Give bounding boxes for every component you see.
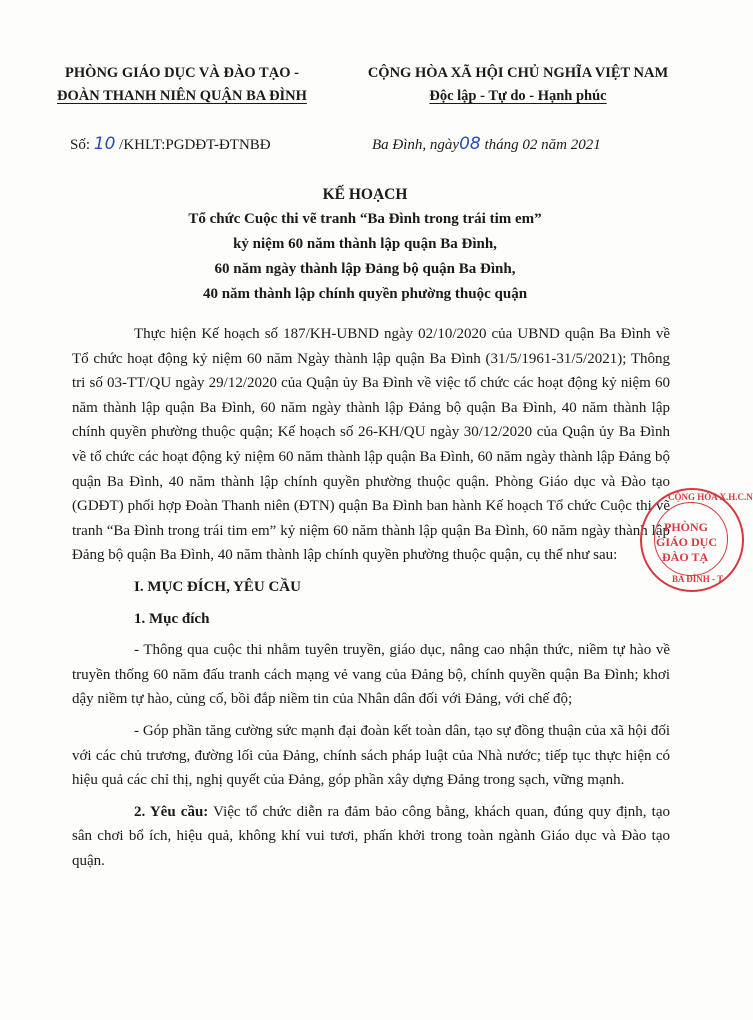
section-heading: I. MỤC ĐÍCH, YÊU CẦU — [134, 578, 301, 595]
document-number: Số: 10 /KHLT:PGDĐT-ĐTNBĐ — [70, 134, 271, 154]
title-line-2: Tổ chức Cuộc thi vẽ tranh “Ba Đình trong trái tim em” — [188, 211, 542, 227]
official-stamp: CỘNG HÒA X.H.C.N PHÒNG GIÁO DỤC ĐÀO TẠ BA ĐÌNH - T — [640, 488, 744, 592]
issuer-line-2: ĐOÀN THANH NIÊN QUẬN BA ĐÌNH — [57, 88, 307, 104]
purpose-bullet-1: - Thông qua cuộc thi nhằm tuyên truyền, giáo dục, nâng cao nhận thức, niềm tự hào về truyền thống 60 năm đấu tranh cách mạng vẻ vang của Đảng bộ, chính quyền quận Ba Đình; khơi dậy niềm tự hào, củng cố, bồi đắp niềm tin của Nhân dân đối với Đảng, với chế độ; — [72, 642, 670, 708]
handwritten-day: 08 — [459, 134, 481, 154]
intro-paragraph: Thực hiện Kế hoạch số 187/KH-UBND ngày 02/10/2020 của UBND quận Ba Đình về Tổ chức hoạt động kỷ niệm 60 năm Ngày thành lập quận Ba Đình (31/5/1961-31/5/2021); Thông tri số 03-TT/QU ngày 29/12/2020 của Quận ủy Ba Đình về việc tổ chức các hoạt động kỷ niệm 60 năm thành lập quận Ba Đình, 60 năm ngày thành lập Đảng bộ quận Ba Đình, 40 năm thành lập chính quyền phường thuộc quận; Kế hoạch số 26-KH/QU ngày 30/12/2020 của Quận ủy Ba Đình về tổ chức các hoạt động kỷ niệm 60 năm thành lập quận Ba Đình, 60 năm ngày thành lập Đảng bộ quận Ba Đình, 40 năm thành lập chính quyền phường thuộc quận. Phòng Giáo dục và Đào tạo (GDĐT) phối hợp Đoàn Thanh niên (ĐTN) quận Ba Đình ban hành Kế hoạch Tổ chức Cuộc thi vẽ tranh “Ba Đình trong trái tim em” kỷ niệm 60 năm thành lập quận Ba Đình, 60 năm ngày thành lập Đảng bộ quận Ba Đình, 40 năm thành lập chính quyền phường thuộc quận, cụ thể như sau: — [72, 326, 670, 564]
national-motto-block — [318, 62, 718, 108]
issuer-block — [32, 62, 332, 108]
subsection-purpose: 1. Mục đích — [134, 610, 210, 627]
requirements-paragraph: 2. Yêu cầu: Việc tổ chức diễn ra đảm bảo công bằng, khách quan, đúng quy định, tạo sân chơi bổ ích, hiệu quả, không khí vui tươi, phấn khởi trong toàn ngành Giáo dục và Đào tạo quận. — [72, 803, 671, 869]
handwritten-number: 10 — [93, 134, 116, 154]
document-body — [72, 322, 670, 873]
document-date: Ba Đình, ngày08 tháng 02 năm 2021 — [372, 134, 601, 154]
country-name: CỘNG HÒA XÃ HỘI CHỦ NGHĨA VIỆT NAM — [367, 65, 669, 81]
document-title — [60, 182, 670, 307]
issuer-line-1: PHÒNG GIÁO DỤC VÀ ĐÀO TẠO - — [65, 65, 299, 81]
title-line-4: 60 năm ngày thành lập Đảng bộ quận Ba Đình, — [214, 261, 516, 277]
motto: Độc lập - Tự do - Hạnh phúc — [429, 88, 607, 104]
purpose-bullet-2: - Góp phần tăng cường sức mạnh đại đoàn kết toàn dân, tạo sự đồng thuận của xã hội đối với các chủ trương, đường lối của Đảng, chính sách pháp luật của Nhà nước; tiếp tục thực hiện có hiệu quả các chỉ thị, nghị quyết của Đảng, góp phần xây dựng Đảng trong sạch, vững mạnh. — [72, 722, 670, 789]
title-line-1: KẾ HOẠCH — [322, 186, 408, 203]
title-line-5: 40 năm thành lập chính quyền phường thuộc quận — [202, 286, 528, 302]
title-line-3: kỷ niệm 60 năm thành lập quận Ba Đình, — [233, 236, 497, 252]
subsection-requirements: 2. Yêu cầu: — [134, 803, 209, 820]
